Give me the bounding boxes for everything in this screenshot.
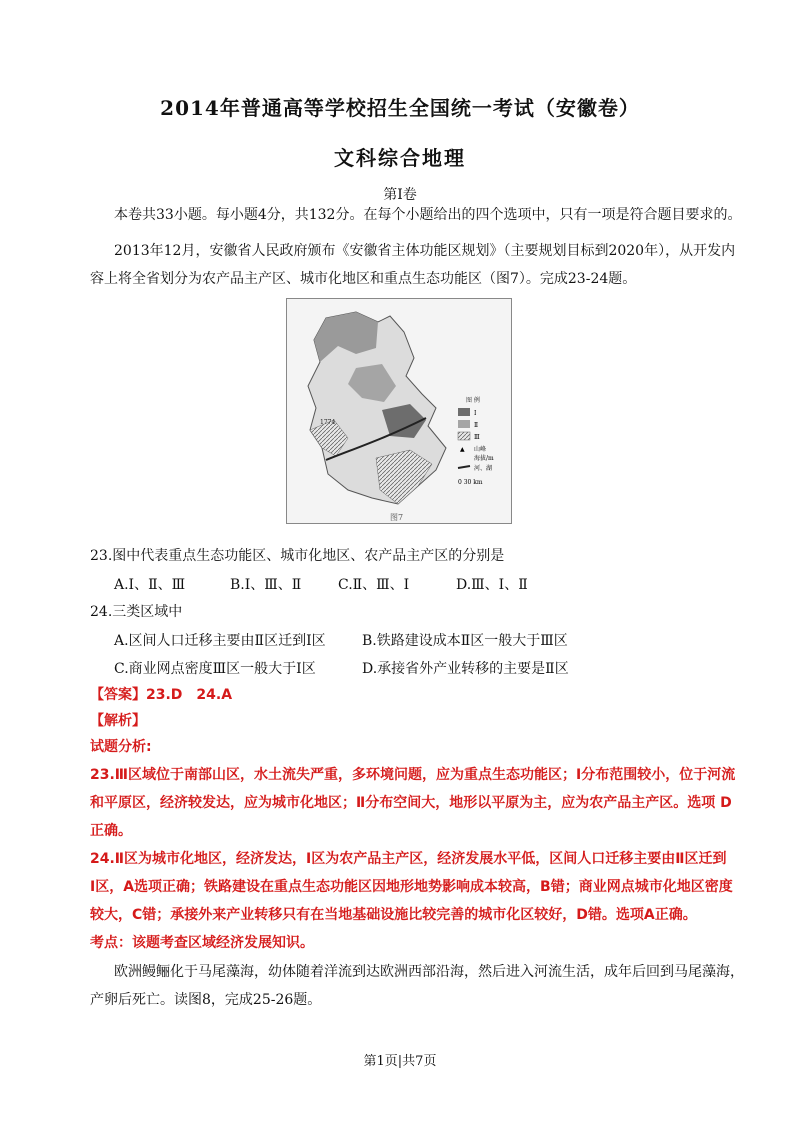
- answer-text: 23.D 24.A: [146, 687, 233, 703]
- analysis-line: Ⅰ区，A选项正确；铁路建设在重点生态功能区因地形地势影响成本较高，B错；商业网点城市化地区密度: [90, 879, 733, 895]
- volume-label: 第Ⅰ卷: [383, 187, 417, 203]
- legend-i: Ⅰ: [474, 410, 477, 417]
- page-subtitle: 文科综合地理: [334, 146, 466, 170]
- analysis-heading: 试题分析:: [90, 739, 152, 755]
- analysis-line: 较大，C错；承接外来产业转移只有在当地基础设施比较完善的城市化区较好，D错。选项A正确。: [90, 907, 697, 923]
- q23-stem: 23.图中代表重点生态功能区、城市化地区、农产品主产区的分别是: [90, 548, 505, 564]
- q24-option-a: A.区间人口迁移主要由Ⅱ区迁到Ⅰ区: [114, 633, 326, 649]
- analysis-label: 【解析】: [90, 713, 146, 729]
- scale-bar: 0 30 km: [458, 479, 483, 486]
- q23-option-c: C.Ⅱ、Ⅲ、Ⅰ: [338, 577, 410, 593]
- legend-river: 河、湖: [474, 465, 493, 472]
- passage2-line1: 欧洲鳗鲡化于马尾藻海，幼体随着洋流到达欧洲西部沿海，然后进入河流生活，成年后回到马尾藻海，: [114, 964, 744, 980]
- page-title: 2014年普通高等学校招生全国统一考试（安徽卷）: [160, 96, 640, 120]
- legend-iii: Ⅲ: [474, 434, 480, 441]
- q24-option-b: B.铁路建设成本Ⅱ区一般大于Ⅲ区: [362, 633, 568, 649]
- mountain-icon: ▲: [460, 446, 465, 453]
- analysis-line: 和平原区，经济较发达，应为城市化地区；Ⅱ分布空间大，地形以平原为主，应为农产品主产区。选项 D: [90, 795, 732, 811]
- legend-elevation: 海拔/m: [474, 455, 494, 462]
- passage1-line2: 容上将全省划分为农产品主产区、城市化地区和重点生态功能区（图7）。完成23-24题。: [90, 271, 637, 287]
- passage2-line2: 产卵后死亡。读图8，完成25-26题。: [90, 992, 322, 1008]
- legend-peak: 山峰: [474, 446, 487, 453]
- page-footer: 第1页|共7页: [363, 1054, 437, 1069]
- instructions: 本卷共33小题。每小题4分，共132分。在每个小题给出的四个选项中，只有一项是符合题目要求的。: [114, 207, 742, 223]
- q24-option-d: D.承接省外产业转移的主要是Ⅱ区: [362, 661, 569, 677]
- legend-ii: Ⅱ: [474, 422, 479, 429]
- analysis-line: 正确。: [90, 823, 132, 839]
- passage1-line1: 2013年12月，安徽省人民政府颁布《安徽省主体功能区规划》（主要规划目标到2020年），从开发内: [114, 243, 736, 259]
- q23-option-a: A.Ⅰ、Ⅱ、Ⅲ: [114, 577, 186, 593]
- legend-title: 图 例: [466, 397, 480, 404]
- q24-stem: 24.三类区域中: [90, 604, 183, 620]
- q23-option-d: D.Ⅲ、Ⅰ、Ⅱ: [456, 577, 528, 593]
- analysis-line: 23.Ⅲ区域位于南部山区，水土流失严重，多环境问题，应为重点生态功能区；Ⅰ分布范围较小，位于河流: [90, 767, 736, 783]
- answer-label: 【答案】: [90, 687, 146, 703]
- answer-line: [90, 684, 232, 706]
- figure-7-map: [286, 298, 512, 524]
- peak-label: 1774: [320, 419, 336, 426]
- anhui-map: [286, 298, 512, 524]
- analysis-line: 24.Ⅱ区为城市化地区，经济发达，Ⅰ区为农产品主产区，经济发展水平低，区间人口迁移主要由Ⅱ区迁到: [90, 851, 727, 867]
- q23-option-b: B.Ⅰ、Ⅲ、Ⅱ: [230, 577, 302, 593]
- figure-caption: 图7: [390, 513, 404, 522]
- q24-option-c: C.商业网点密度Ⅲ区一般大于Ⅰ区: [114, 661, 316, 677]
- analysis-kaodian: 考点：该题考查区域经济发展知识。: [90, 935, 314, 951]
